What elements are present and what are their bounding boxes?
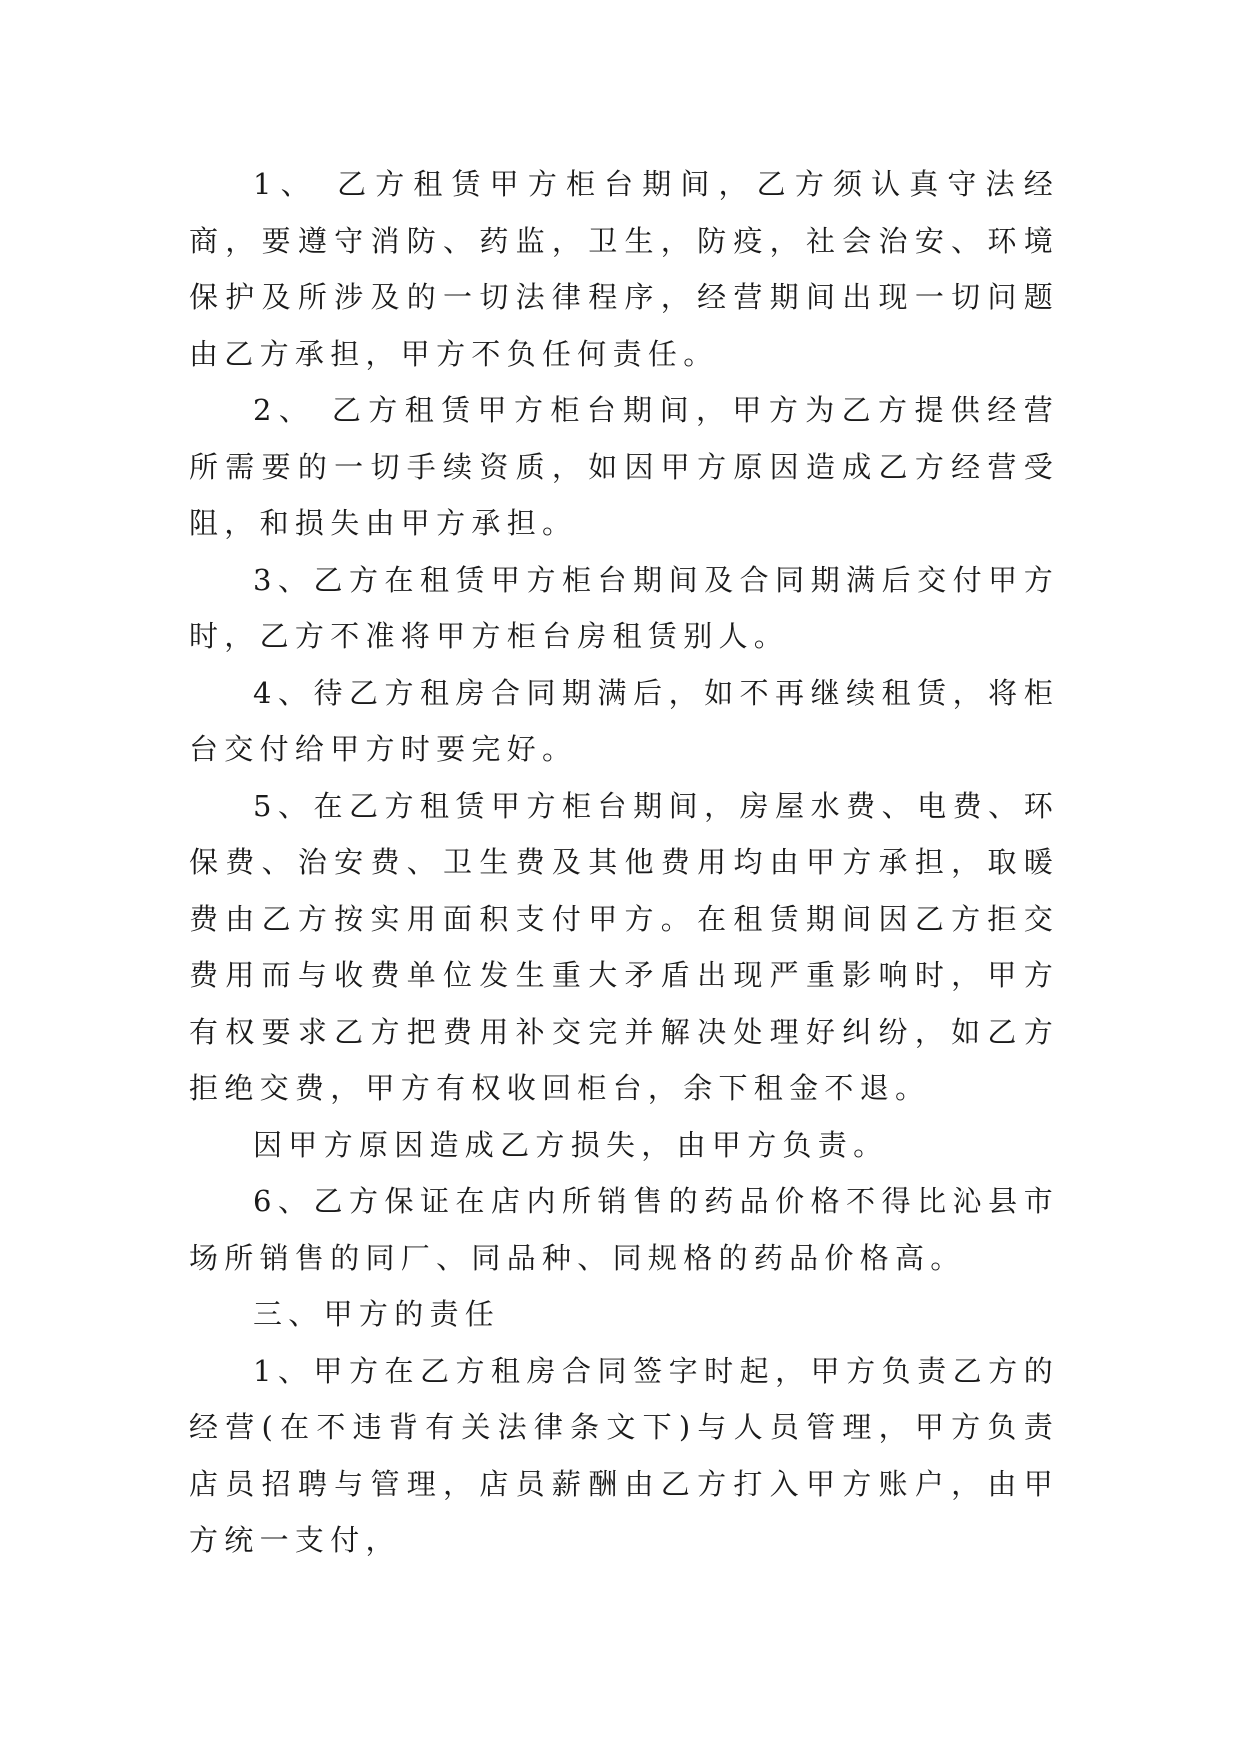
paragraph-clause-3: 3、乙方在租赁甲方柜台期间及合同期满后交付甲方时，乙方不准将甲方柜台房租赁别人。 [189, 562, 1059, 653]
document-body [189, 156, 1059, 1569]
paragraph-clause-4: 4、待乙方租房合同期满后，如不再继续租赁，将柜台交付给甲方时要完好。 [189, 675, 1059, 766]
paragraph-party-a-clause-1: 1、甲方在乙方租房合同签字时起，甲方负责乙方的经营(在不违背有关法律条文下)与人员管理，甲方负责店员招聘与管理，店员薪酬由乙方打入甲方账户，由甲方统一支付， [189, 1353, 1059, 1557]
section-heading-party-a-duties: 三、甲方的责任 [253, 1297, 501, 1331]
paragraph-clause-1: 1、 乙方租赁甲方柜台期间，乙方须认真守法经商，要遵守消防、药监，卫生，防疫，社会治安、环境保护及所涉及的一切法律程序，经营期间出现一切问题由乙方承担，甲方不负任何责任。 [189, 167, 1059, 371]
paragraph-loss-responsibility: 因甲方原因造成乙方损失，由甲方负责。 [253, 1127, 889, 1162]
paragraph-clause-6: 6、乙方保证在店内所销售的药品价格不得比沁县市场所销售的同厂、同品种、同规格的药品价格高。 [189, 1184, 1059, 1275]
paragraph-clause-5: 5、在乙方租赁甲方柜台期间，房屋水费、电费、环保费、治安费、卫生费及其他费用均由甲方承担，取暖费由乙方按实用面积支付甲方。在租赁期间因乙方拒交费用而与收费单位发生重大矛盾出现严重影响时，甲方有权要求乙方把费用补交完并解决处理好纠纷，如乙方拒绝交费，甲方有权收回柜台，余下租金不退。 [189, 788, 1059, 1105]
paragraph-clause-2: 2、 乙方租赁甲方柜台期间，甲方为乙方提供经营所需要的一切手续资质，如因甲方原因造成乙方经营受阻，和损失由甲方承担。 [189, 393, 1059, 540]
